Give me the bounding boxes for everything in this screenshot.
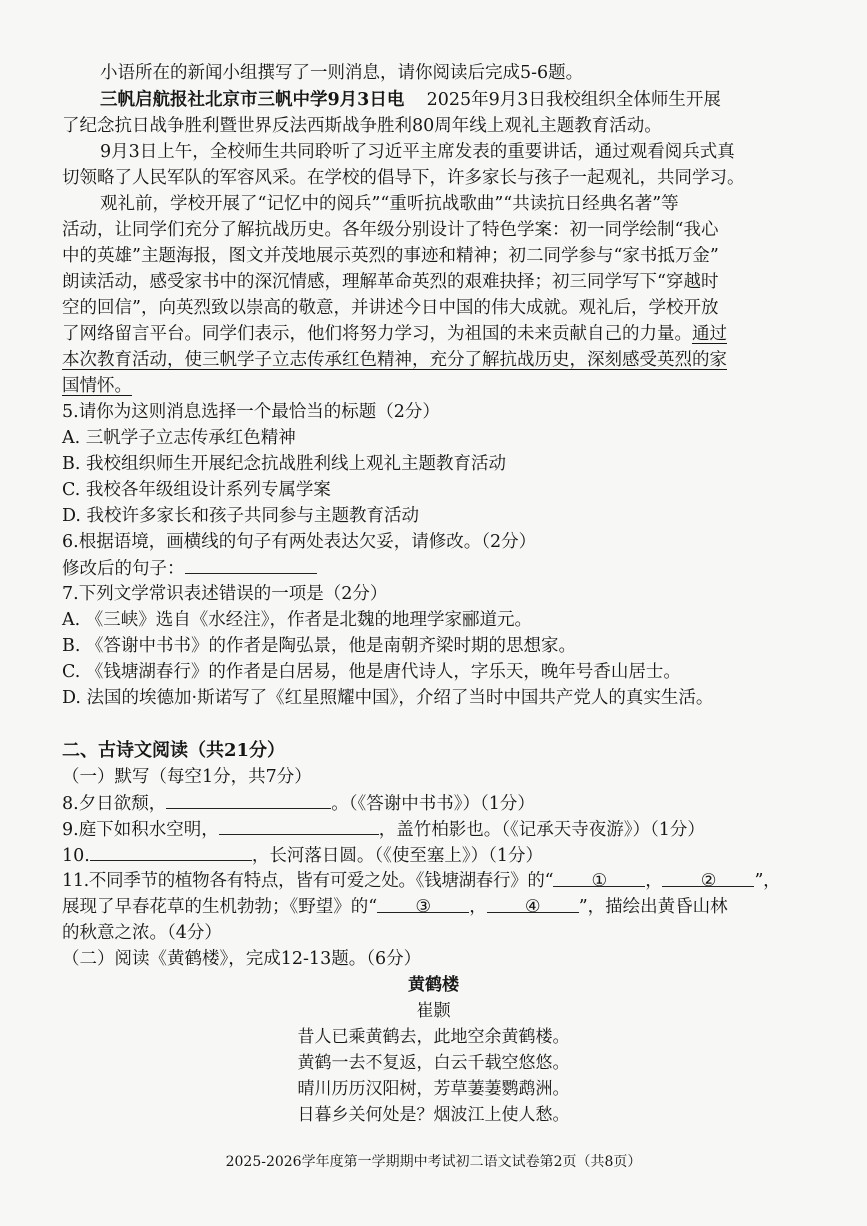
q11-text-d: 展现了早春花草的生机勃勃；《野望》的“ (62, 897, 378, 917)
q6-stem: 6.根据语境，画横线的句子有两处表达欠妥，请修改。（2分） (62, 532, 537, 552)
q5-stem: 5.请你为这则消息选择一个最恰当的标题（2分） (62, 402, 440, 422)
poem-title: 黄鹤楼 (408, 975, 459, 995)
news-p3-4: 朗读活动，感受家书中的深沉情感，理解革命英烈的艰难抉择；初三同学写下“穿越时 (62, 272, 719, 292)
q10-line (62, 842, 802, 869)
q11-sep-2: ， (469, 897, 487, 917)
q5-option-a: A. 三帆学子立志传承红色精神 (62, 428, 296, 448)
q11-line-2 (62, 894, 802, 920)
underlined-sentence-end: 国情怀。 (62, 376, 132, 396)
q6-answer-blank[interactable] (185, 555, 317, 574)
q5-option-c: C. 我校各年级组设计系列专属学案 (62, 480, 331, 500)
section-2-heading: 二、古诗文阅读（共21分） (62, 740, 286, 761)
q8-line (62, 790, 802, 817)
q6-answer-label: 修改后的句子： (62, 559, 185, 579)
news-p3-6a: 了网络留言平台。同学们表示，他们将努力学习，为祖国的未来贡献自己的力量。 (62, 324, 692, 344)
section-2-sub2: （二）阅读《黄鹤楼》，完成12-13题。（6分） (62, 949, 422, 969)
q9-before: 9.庭下如积水空明， (62, 820, 219, 840)
q10-after: ，长河落日圆。（《使至塞上》）（1分） (251, 846, 543, 866)
poem-line-2: 黄鹤一去不复返，白云千载空悠悠。 (297, 1053, 570, 1073)
q11-blank-3[interactable] (377, 894, 469, 917)
q11-blank-4[interactable] (487, 894, 579, 917)
q8-after: 。（《答谢中书书》）（1分） (331, 794, 535, 814)
q8-before: 8.夕日欲颓， (62, 794, 167, 814)
q11-line-3: 的秋意之浓。（4分） (62, 923, 222, 943)
underlined-sentence-start: 通过 (692, 324, 727, 344)
q7-option-c: C. 《钱塘湖春行》的作者是白居易，他是唐代诗人，字乐天，晚年号香山居士。 (62, 662, 681, 682)
q11-text-e: ”，描绘出黄昏山林 (578, 897, 728, 917)
q7-option-b: B. 《答谢中书书》的作者是陶弘景，他是南朝齐梁时期的思想家。 (62, 636, 576, 656)
q11-text-c: ”， (754, 871, 781, 891)
q5-option-d: D. 我校许多家长和孩子共同参与主题教育活动 (62, 506, 420, 526)
news-lead-2: 了纪念抗日战争胜利暨世界反法西斯战争胜利80周年线上观礼主题教育活动。 (62, 116, 662, 136)
page-footer: 2025-2026学年度第一学期期中考试初二语文试卷第2页（共8页） (225, 1154, 642, 1170)
news-p3-2: 活动，让同学们充分了解抗战历史。各年级分别设计了特色学案：初一同学绘制“我心 (62, 220, 719, 240)
q6-answer-line (62, 555, 802, 582)
news-lead-1: 2025年9月3日我校组织全体师生开展 (426, 90, 721, 110)
q11-blank-2[interactable] (662, 868, 754, 891)
q9-after: ，盖竹柏影也。（《记承天寺夜游》）（1分） (378, 820, 705, 840)
q11-sep-1: ， (645, 871, 663, 891)
news-p2-2: 切领略了人民军队的军容风采。在学校的倡导下，许多家长与孩子一起观礼，共同学习。 (62, 168, 745, 188)
q11-text-a: 11.不同季节的植物各有特点，皆有可爱之处。《钱塘湖春行》的“ (62, 871, 554, 891)
q10-blank[interactable] (90, 842, 252, 861)
q11-blank-1-marker: ① (591, 871, 607, 891)
q7-option-a: A. 《三峡》选自《水经注》，作者是北魏的地理学家郦道元。 (62, 610, 533, 630)
q9-blank[interactable] (219, 816, 379, 835)
news-dateline: 三帆启航报社北京市三帆中学9月3日电 (100, 90, 405, 110)
poem-line-3: 晴川历历汉阳树，芳草萋萋鹦鹉洲。 (297, 1079, 570, 1099)
poem-author: 崔颢 (416, 1001, 451, 1021)
news-lead-line (100, 87, 840, 113)
news-p3-1: 观礼前，学校开展了“记忆中的阅兵”“重听抗战歌曲”“共读抗日经典名著”等 (100, 194, 679, 214)
q7-option-d: D. 法国的埃德加·斯诺写了《红星照耀中国》，介绍了当时中国共产党人的真实生活。 (62, 688, 714, 708)
poem-line-4: 日暮乡关何处是？烟波江上使人愁。 (297, 1105, 570, 1125)
q9-line (62, 816, 802, 843)
underlined-sentence: 本次教育活动，使三帆学子立志传承红色精神，充分了解抗战历史，深刻感受英烈的家 (62, 350, 727, 370)
q11-blank-3-marker: ③ (415, 897, 432, 917)
q7-stem: 7.下列文学常识表述错误的一项是（2分） (62, 584, 388, 604)
q10-number: 10. (62, 846, 90, 866)
news-p3-5: 空的回信”，向英烈致以崇高的敬意，并讲述今日中国的伟大成就。观礼后，学校开放 (62, 298, 719, 318)
q11-blank-4-marker: ④ (524, 897, 541, 917)
news-p2-1: 9月3日上午，全校师生共同聆听了习近平主席发表的重要讲话，通过观看阅兵式真 (100, 142, 735, 162)
news-p3-6 (62, 321, 802, 347)
q11-blank-1[interactable] (553, 868, 645, 891)
q5-option-b: B. 我校组织师生开展纪念抗战胜利线上观礼主题教育活动 (62, 454, 506, 474)
news-p3-3: 中的英雄”主题海报，图文并茂地展示英烈的事迹和精神；初二同学参与“家书抵万金” (62, 246, 719, 266)
q8-blank[interactable] (166, 790, 331, 809)
poem-line-1: 昔人已乘黄鹤去，此地空余黄鹤楼。 (297, 1027, 570, 1047)
section-2-sub1: （一）默写（每空1分，共7分） (62, 767, 312, 787)
q11-line-1 (62, 868, 802, 894)
intro-text: 小语所在的新闻小组撰写了一则消息，请你阅读后完成5-6题。 (100, 63, 584, 83)
q11-blank-2-marker: ② (700, 871, 717, 891)
